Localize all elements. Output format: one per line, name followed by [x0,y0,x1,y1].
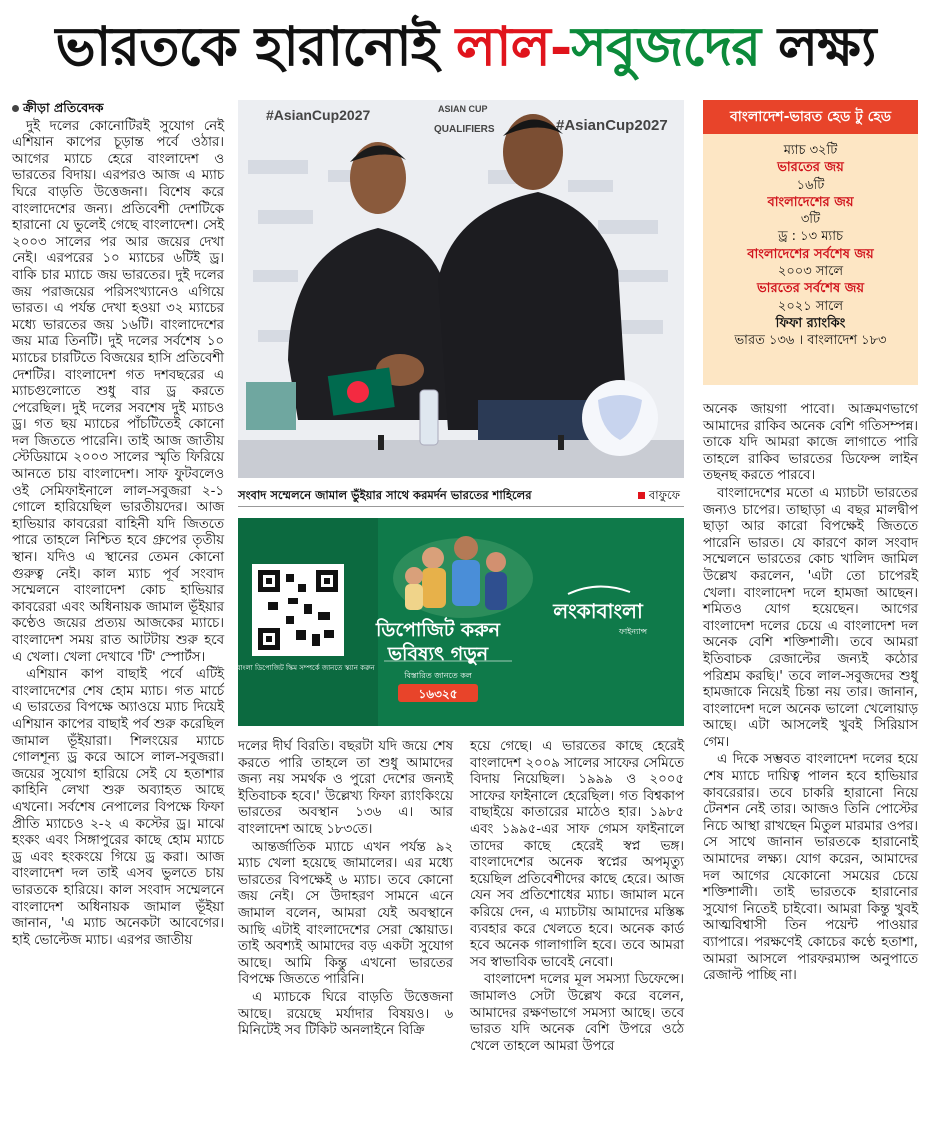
headline-part-1: ভারতকে হারানোই [55,14,456,78]
paragraph: অনেক জায়গা পাবো। আক্রমণভাগে আমাদের রাকিব অনেক বেশি গতিসম্পন্ন। তাকে যদি আমরা কাজে লাগাতে পারি তাহলে রাকিব ভারতের ডিফেন্স লাইন তছনছ করতে পারবে। [703,402,918,484]
article-column-4 [703,402,918,1118]
article-column-1 [12,100,224,1116]
head-to-head-title: বাংলাদেশ-ভারত হেড টু হেড [703,100,918,134]
caption-text: সংবাদ সম্মেলনে জামাল ভুঁইয়ার সাথে করমর্দন ভারতের শাহিলের [238,488,532,502]
article-column-2 [238,739,453,1119]
head-to-head-stats [703,134,918,350]
press-conference-photo [238,100,684,478]
byline [12,100,224,117]
stat-value: ২০২১ সালে [777,298,844,314]
paragraph: এ দিকে সম্ভবত বাংলাদেশ দলের হয়ে শেষ ম্যাচে দায়িত্ব পালন হবে হাভিয়ার কাবরেরার। তবে চাকরি হারানো নিয়ে টেনশন নেই তার। আজও তিনি পোস্টের নিচে আস্থা রাখছেন মিতুল মারমার ওপর। সে সাথে জানান ভারতকে হারানোই আমাদের লক্ষ্য। যোগ করেন, আমাদের দল আগের যেকোনো সময়ের চেয়ে শক্তিশালী। তাই ভারতকে হারানোর সুযোগ নিতেই চাইবো। আমরা কিন্তু খুবই আত্মবিশ্বাসী তিন পয়েন্ট পাওয়ার ব্যাপারে। পরক্ষণেই কোচের কণ্ঠে হতাশা, আমরা আসলে পারফরম্যান্স অনুপাতে রেজাল্ট পাচ্ছি না। [703,752,918,984]
ad-phone: ১৬৩২৫ [418,687,458,701]
stat-value: ভারত ১৩৬ । বাংলাদেশ ১৮৩ [734,333,887,349]
paragraph: বাংলাদেশের মতো এ ম্যাচটা ভারতের জন্যও চাপের। তাছাড়া এ বছর মালদ্বীপ ছাড়া আর কারো বিপক্ষেই জিততে পারেনি ভারত। যে কারণে কাল সংবাদ সম্মেলনে ভারতের কোচ খালিদ জামিল উল্লেখ করলেন, 'এটা তো চাপেরই খেলা। বাংলাদেশ দলে হামজা আছেন। শমিতও যোগ হয়েছেন। আগের বাংলাদেশ দলের চেয়ে এ বাংলাদেশ দল অনেক বেশি শক্তিশালী। তবে আমরা ইতিবাচক রেজাল্টের জন্যই কঠোর পরিশ্রম করছি।' তবে লাল-সবুজদের শুধু হামজাকে নিয়েই চিন্তা নয় তার। জানান, বাংলাদেশ দলে অনেক ভালো খেলোয়াড় আছে। এটা আসলেই খুবই সিরিয়াস গেম। [703,485,918,750]
paragraph: হয়ে গেছে। এ ভারতের কাছে হেরেই বাংলাদেশ ২০০৯ সালের সাফের সেমিতে বিদায় নিয়েছিল। ১৯৯৯ ও ২০০৫ সাফের ফাইনালে হেরেছিল। গত বিশ্বকাপ বাছাইয়ে কাতারের মাঠেও হার। ১৯৮৫ এবং ১৯৯৫-এর সাফ গেমস ফাইনালে তাদের কাছে হেরেই স্বপ্ন ভঙ্গ। বাংলাদেশের অনেক স্বপ্নের অপমৃত্যু হয়েছিল প্রতিবেশীদের কাছে হেরে। আজ যেন সব প্রতিশোধের ম্যাচ। জামাল মনে করিয়ে দেন, এ ম্যাচটায় আমাদের মস্তিষ্ক ব্যবহার করে খেলতে হবে। অনেক কার্ড হবে অনেক গালাগালি হবে। তবে আমরা সব স্বাভাবিক ভাবেই নেবো। [470,739,684,970]
stat-value: ম্যাচ ৩২টি [783,143,838,158]
paragraph: এশিয়ান কাপ বাছাই পর্বে এটিই বাংলাদেশের শেষ হোম ম্যাচ। গত মার্চে এ ভারতের বিপক্ষে অ্যাওয়ে ম্যাচ দিয়েই এশিয়ান কাপের বাছাই পর্ব শুরু করেছিল জামাল ভূঁইয়ারা। শিলংয়ের ম্যাচে গোলশূন্য ড্র করে আসে লাল-সবুজরা। জয়ের সুযোগ হারিয়ে সেই যে হতাশার কাহিনি লেখা শুরু অব্যাহত আছে এখনো। সর্বশেষ নেপালের বিপক্ষে ফিফা প্রীতি ম্যাচেও ২-২ এ কস্টের ড্র। মাঝে হংকং এবং সিঙ্গাপুরের কাছে হোম ম্যাচে ড্র এবং হংকংয়ে গিয়ে ড্র করা। আজ বাংলাদেশ দল তাই এসব ভুলতে চায় ভারতকে হারিয়ে। কাল সংবাদ সম্মেলনে বাংলাদেশ অধিনায়ক জামাল ভূঁইয়া জানান, 'এ ম্যাচ অনেকটা আবেগের। হাই ভোল্টেজ ম্যাচ। এরপর জাতীয় [12,667,224,948]
stat-value: ২০০৩ সালে [777,264,844,280]
stat-value: ড্র : ১৩ ম্যাচ [778,229,843,245]
backdrop-text: ASIAN CUP [438,104,488,114]
qr-caption: লংকাবাংলা ডিপোজিট স্কিম সম্পর্কে জানতে স্ক্যান করুন [221,664,375,672]
stat-value: ৩টি [800,212,821,228]
headline [0,0,931,92]
advertisement [221,518,684,726]
photo-credit [638,484,680,506]
backdrop-text: #AsianCup2027 [266,107,371,123]
byline-text: ক্রীড়া প্রতিবেদক [23,100,104,115]
backdrop-text: QUALIFIERS [434,124,495,135]
ad-brand: লংকাবাংলা [553,599,643,623]
ad-graphic [221,518,684,726]
bullet-icon [12,105,19,112]
stat-label: বাংলাদেশের সর্বশেষ জয় [747,246,874,262]
ad-cta-line-1: ডিপোজিট করুন [375,619,501,641]
paragraph: বাংলাদেশ দলের মূল সমস্যা ডিফেন্সে। জামালও সেটা উল্লেখ করে বলেন, আমাদের রক্ষণভাগে সমস্যা আছে। তবে ভারত যদি অনেক বেশি উপরে ওঠে খেলে তাহলে আমরা উপরে [470,972,684,1054]
stat-value: ফিফা র‍্যাংকিং [775,315,846,331]
stat-label: ভারতের জয় [777,160,844,176]
credit-text: বাফুফে [648,488,680,502]
credit-square-icon [638,492,645,499]
paragraph: দলের দীর্ঘ বিরতি। বছরটা যদি জয়ে শেষ করতে পারি তাহলে তা শুধু আমাদের জন্য নয় সমর্থক ও পুরো দেশের জন্যই ইতিবাচক হবে।' উল্লেখ্য ফিফা র‍্যাংকিংয়ে ভারতের অবস্থান ১৩৬ এ। আর বাংলাদেশ আছে ১৮৩তে। [238,739,453,837]
ad-cta-line-2: ভবিষ্যৎ গড়ুন [387,643,489,665]
photo-caption [238,484,684,507]
stat-value: ১৬টি [796,177,825,193]
headline-part-3: সবুজদের [571,14,761,78]
stat-label: বাংলাদেশের জয় [767,194,854,210]
paragraph: দুই দলের কোনোটিরই সুযোগ নেই এশিয়ান কাপের চূড়ান্ত পর্বে ওঠার। আগের ম্যাচে হেরে বাংলাদেশ ও ভারতের বিদায়। এরপরও আজ এ ম্যাচ ঘিরে বাড়তি উত্তেজনা। বিশেষ করে বাংলাদেশের জন্য। প্রতিবেশী দেশটিকে হারানো যে ভুলেই গেছে বাংলাদেশ। সেই ২০০৩ সালের পর আর জয়ের দেখা নেই। এরপরের ১০ ম্যাচের ৬টিই ড্র। বাকি চার ম্যাচে জয় ভারতের। দুই দলের জয় পরাজয়ের পরিসংখ্যানেও এগিয়ে ভারত। এ পর্যন্ত দেখা হওয়া ৩২ ম্যাচের মধ্যে ভারতের জয় ১৬টি। বাংলাদেশের জয় মাত্র তিনটি। দুই দলের সর্বশেষ ১০ ম্যাচের চারটিতে বিজয়ের হাসি প্রতিবেশী দেশটির। বাংলাদেশ গত দশবছরের এ ম্যাচগুলোতে শুধু বার ড্র করতে পেরেছিল। দুই দলের সবশেষ দুই ম্যাচও ড্র। গত ছয় ম্যাচের পাঁচটিতেই কোনো দল জিততে পারেনি। তাই আজ জাতীয় স্টেডিয়ামে ২০০৩ সালের স্মৃতি ফিরিয়ে আনতে চায় বাংলাদেশ। সাফ ফুটবলেও ওই সেমিফাইনালে লাল-সবুজরা ২-১ গোলে হারিয়েছিল ভারতীয়দের। আজ হাভিয়ার কাবরেরা বাহিনী যদি জিততে পারে তাহলে নিশ্চিত হবে গ্রুপের তৃতীয় স্থান। যদিও এ স্থানের তেমন কোনো গুরুত্ব নেই। কাল ম্যাচ পূর্ব সংবাদ সম্মেলনে বাংলাদেশ কোচ হাভিয়ার কাবরেরা এবং অধিনায়ক জামাল ভূঁইয়ার কণ্ঠেও জয়ের প্রত্যয় আজকের ম্যাচে। বাংলাদেশ সময় রাত আটটায় শুরু হবে এ খেলা। খেলা দেখাবে 'টি' স্পোর্টস। [12,118,224,665]
head-to-head-box [703,100,918,385]
paragraph: আন্তর্জাতিক ম্যাচে এখন পর্যন্ত ৯২ ম্যাচ খেলা হয়েছে জামালের। এর মধ্যে ভারতের বিপক্ষেই ৬ ম্যাচ। তবে কোনো জয় নেই। সে উদাহরণ সামনে এনে জামাল বলেন, আমরা যেই অবস্থানে আছি এটাই বাংলাদেশের সেরা স্কোয়াড। তাই অবশ্যই আমাদের বড় একটা সুযোগ আছে। আমি কিন্তু এখনো ভারতের বিপক্ষে জিততে পারিনি। [238,839,453,988]
article-column-3 [470,739,684,1119]
backdrop-text: #AsianCup2027 [556,117,668,134]
headline-separator: - [549,14,572,78]
headline-part-2: লাল [455,14,550,78]
stat-label: ভারতের সর্বশেষ জয় [757,281,864,297]
ad-brand-sub: ফাইন্যান্স [618,627,648,636]
ad-sub: বিস্তারিত জানতে কল [404,671,472,680]
photo-illustration [238,100,684,478]
paragraph: এ ম্যাচকে ঘিরে বাড়তি উত্তেজনা আছে। রয়েছে মর্যাদার বিষয়ও। ৬ মিনিটেই সব টিকিট অনলাইনে বিক্রি [238,989,453,1039]
headline-part-4: লক্ষ্য [760,14,876,78]
